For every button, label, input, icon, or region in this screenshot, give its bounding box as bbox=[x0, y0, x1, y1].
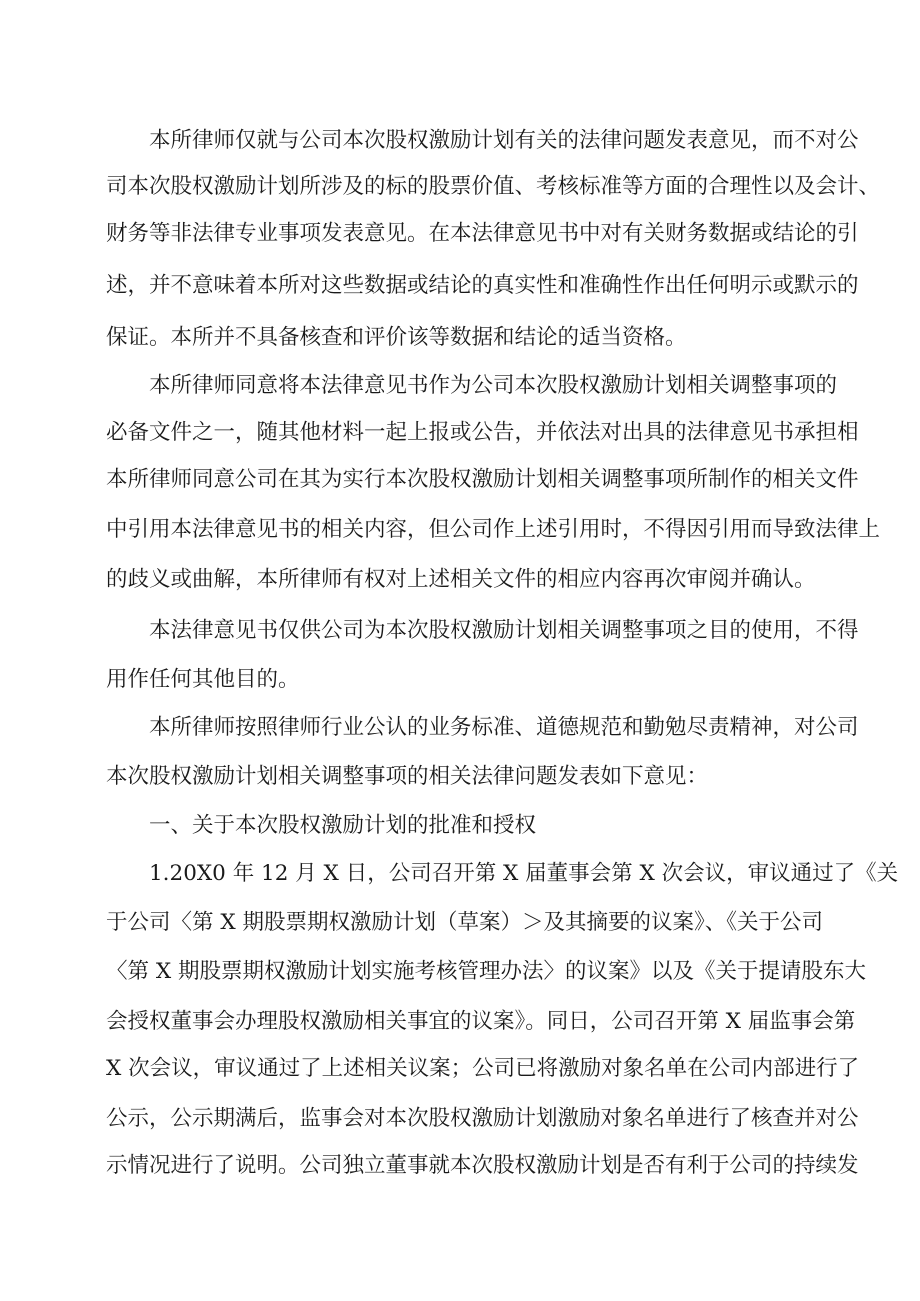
paragraph-6-line-5: X 次会议，审议通过了上述相关议案；公司已将激励对象名单在公司内部进行了 bbox=[106, 1056, 860, 1081]
paragraph-4-line-1: 本所律师按照律师行业公认的业务标准、道德规范和勤勉尽责精神，对公司 bbox=[149, 715, 859, 740]
paragraph-2-line-1: 本所律师同意将本法律意见书作为公司本次股权激励计划相关调整事项的 bbox=[149, 373, 838, 398]
paragraph-6-line-3: 〈第 X 期股票期权激励计划实施考核管理办法〉的议案》以及《关于提请股东大 bbox=[106, 959, 866, 984]
paragraph-4-line-2: 本次股权激励计划相关调整事项的相关法律问题发表如下意见： bbox=[106, 764, 709, 789]
paragraph-3-line-2: 用作任何其他目的。 bbox=[106, 667, 300, 692]
paragraph-3-line-1: 本法律意见书仅供公司为本次股权激励计划相关调整事项之目的使用，不得 bbox=[149, 618, 859, 643]
paragraph-6-line-7: 示情况进行了说明。公司独立董事就本次股权激励计划是否有利于公司的持续发 bbox=[106, 1153, 859, 1178]
paragraph-1-line-4: 述，并不意味着本所对这些数据或结论的真实性和准确性作出任何明示或默示的 bbox=[106, 273, 859, 298]
paragraph-1-line-2: 司本次股权激励计划所涉及的标的股票价值、考核标准等方面的合理性以及会计、 bbox=[106, 174, 881, 199]
paragraph-1-line-1: 本所律师仅就与公司本次股权激励计划有关的法律问题发表意见，而不对公 bbox=[149, 128, 859, 153]
paragraph-2-line-5: 的歧义或曲解，本所律师有权对上述相关文件的相应内容再次审阅并确认。 bbox=[106, 567, 816, 592]
paragraph-1-line-5: 保证。本所并不具备核查和评价该等数据和结论的适当资格。 bbox=[106, 325, 687, 350]
paragraph-2-line-3: 本所律师同意公司在其为实行本次股权激励计划相关调整事项所制作的相关文件 bbox=[106, 467, 859, 492]
section-heading: 一、关于本次股权激励计划的批准和授权 bbox=[149, 813, 537, 838]
paragraph-2-line-2: 必备文件之一，随其他材料一起上报或公告，并依法对出具的法律意见书承担相 bbox=[106, 420, 859, 445]
paragraph-6-line-4: 会授权董事会办理股权激励相关事宜的议案》。同日，公司召开第 X 届监事会第 bbox=[106, 1009, 856, 1034]
paragraph-1-line-3: 财务等非法律专业事项发表意见。在本法律意见书中对有关财务数据或结论的引 bbox=[106, 221, 859, 246]
paragraph-6-line-6: 公示，公示期满后，监事会对本次股权激励计划激励对象名单进行了核查并对公 bbox=[106, 1106, 859, 1131]
paragraph-2-line-4: 中引用本法律意见书的相关内容，但公司作上述引用时，不得因引用而导致法律上 bbox=[106, 517, 881, 542]
paragraph-6-line-1: 1.20X0 年 12 月 X 日，公司召开第 X 届董事会第 X 次会议，审议通过了《关 bbox=[149, 861, 899, 886]
paragraph-6-line-2: 于公司〈第 X 期股票期权激励计划（草案）＞及其摘要的议案》、《关于公司 bbox=[106, 910, 823, 935]
